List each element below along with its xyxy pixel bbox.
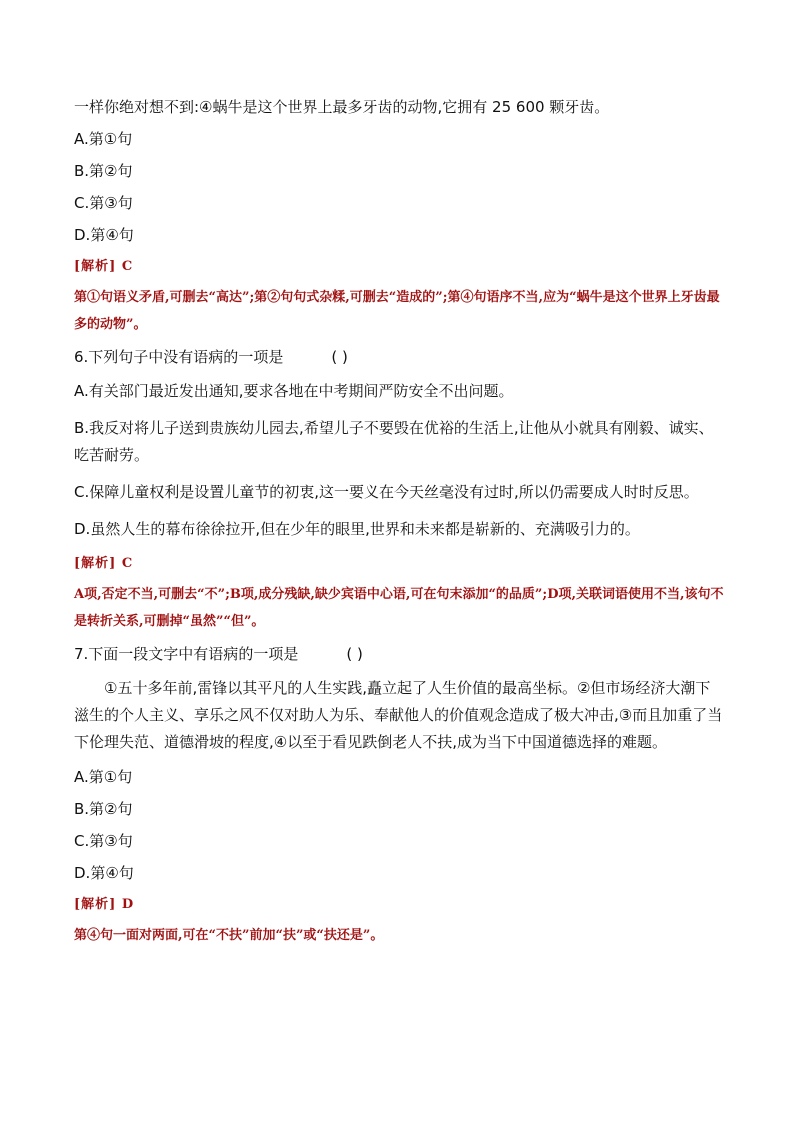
intro-line: 一样你绝对想不到:④蜗牛是这个世界上最多牙齿的动物,它拥有 25 600 颗牙齿。 bbox=[74, 98, 610, 116]
q7-option-d: D.第④句 bbox=[74, 864, 134, 882]
q6-answer-paren: ( ) bbox=[331, 348, 348, 366]
q6-title bbox=[74, 346, 724, 368]
q7-title-text: 7.下面一段文字中有语病的一项是 bbox=[74, 645, 299, 663]
q5-options bbox=[74, 128, 724, 246]
q5-analysis-text: 第①句语义矛盾,可删去“高达”;第②句句式杂糅,可删去“造成的”;第④句语序不当,应为“蜗牛是这个世界上牙齿最多的动物”。 bbox=[74, 290, 720, 332]
q6-option-a: A.有关部门最近发出通知,要求各地在中考期间严防安全不出问题。 bbox=[74, 382, 514, 400]
q7-option-b: B.第②句 bbox=[74, 800, 133, 818]
q5-option-c: C.第③句 bbox=[74, 194, 133, 212]
q7-answer-paren: ( ) bbox=[346, 645, 363, 663]
q6-option-c: C.保障儿童权利是设置儿童节的初衷,这一要义在今天丝毫没有过时,所以仍需要成人时时反思。 bbox=[74, 483, 699, 501]
q7-option-a: A.第①句 bbox=[74, 768, 133, 786]
q6-analysis-label: [解析] C bbox=[74, 556, 134, 571]
q6-title-text: 6.下列句子中没有语病的一项是 bbox=[74, 348, 284, 366]
q7-passage: ①五十多年前,雷锋以其平凡的人生实践,矗立起了人生价值的最高坐标。②但市场经济大潮下滋生的个人主义、享乐之风不仅对助人为乐、奉献他人的价值观念造成了极大冲击,③而且加重了当下伦理失范、道德滑坡的程度,④以至于看见跌倒老人不扶,成为当下中国道德选择的难题。 bbox=[74, 679, 723, 751]
q6-option-b: B.我反对将儿子送到贵族幼儿园去,希望儿子不要毁在优裕的生活上,让他从小就具有刚毅、诚实、吃苦耐劳。 bbox=[74, 419, 714, 464]
q6-analysis-text: A项,否定不当,可删去“不”;B项,成分残缺,缺少宾语中心语,可在句末添加“的品质”;D项,关联词语使用不当,该句不是转折关系,可删掉“虽然”“但”。 bbox=[74, 587, 724, 629]
q7-title bbox=[74, 643, 724, 665]
q7-analysis-label: [解析] D bbox=[74, 897, 135, 912]
q7-options bbox=[74, 766, 724, 884]
q6-option-d: D.虽然人生的幕布徐徐拉开,但在少年的眼里,世界和未来都是崭新的、充满吸引力的。 bbox=[74, 520, 640, 538]
q5-option-a: A.第①句 bbox=[74, 130, 133, 148]
document-page bbox=[74, 96, 724, 949]
q5-option-d: D.第④句 bbox=[74, 226, 134, 244]
q7-analysis-text: 第④句一面对两面,可在“不扶”前加“扶”或“扶还是”。 bbox=[74, 928, 384, 943]
q5-analysis-label: [解析] C bbox=[74, 259, 134, 274]
q7-option-c: C.第③句 bbox=[74, 832, 133, 850]
q5-option-b: B.第②句 bbox=[74, 162, 133, 180]
q6-options bbox=[74, 378, 724, 543]
